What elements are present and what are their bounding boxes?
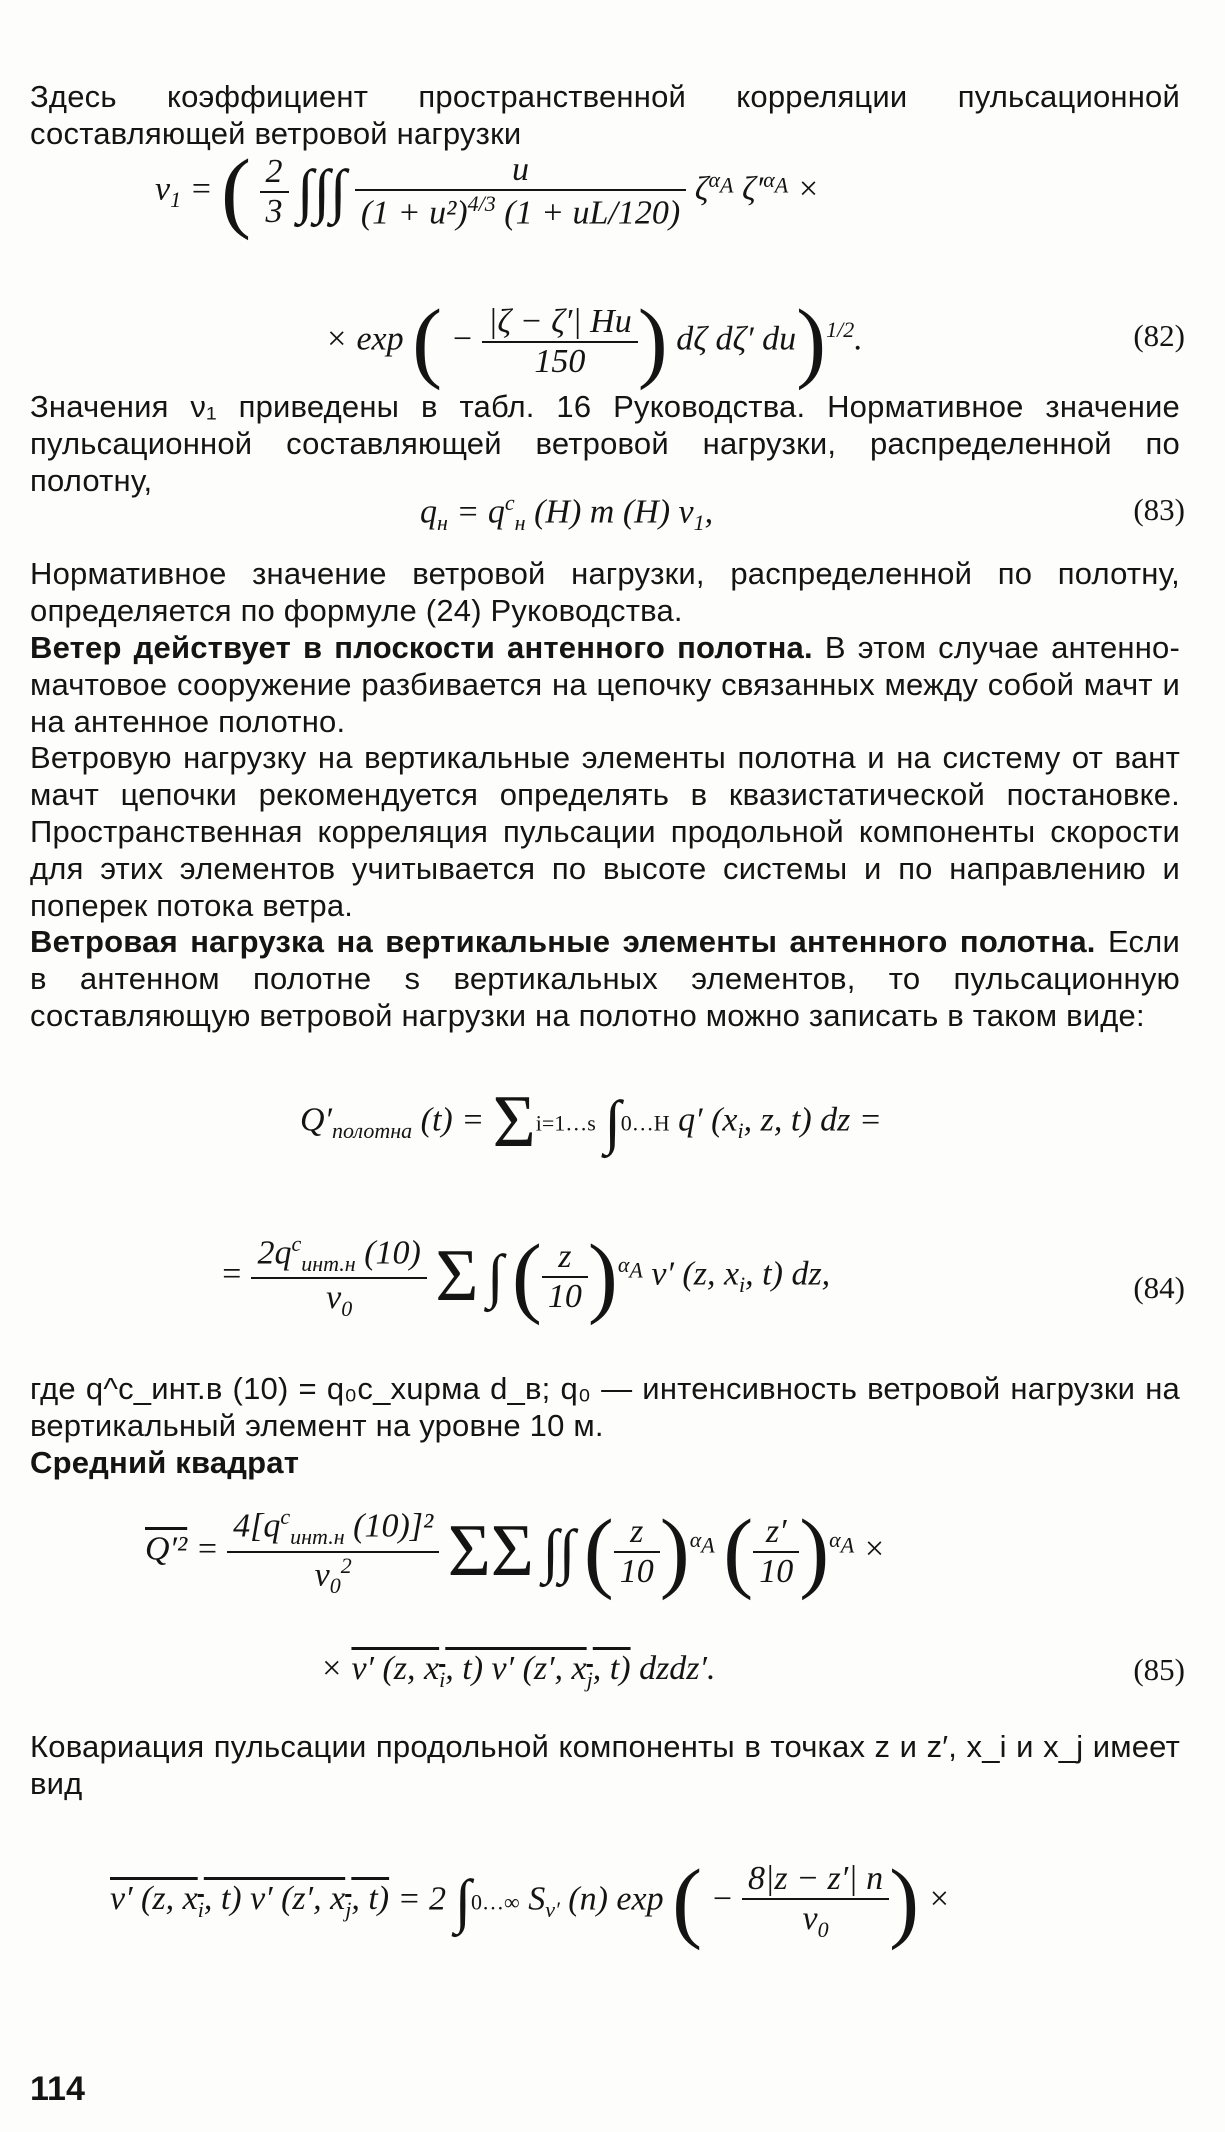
mean-square-heading: Средний квадрат bbox=[30, 1445, 300, 1480]
page-number: 114 bbox=[30, 2070, 85, 2108]
load-paragraph: Ветровую нагрузку на вертикальные элементы полотна и на систему от вант мачт цепочки рекомендуется определять в квазистатической постановке. Пространственная корреляция пульсации продольной компоненты скорости для этих элементов учитывается по высоте системы и по направлению и поперек потока ветра. bbox=[30, 740, 1180, 923]
equation-86-line1: v′ (z, $x_i$, t) v′ (z′, $x_j$, t) = 2 ∫0…∞ $S_{v'}$ (n) exp ( − $\frac{8|z - z'| n}{v_0}$ ) × bbox=[110, 1852, 951, 1951]
vertical-elements-heading: Ветровая нагрузка на вертикальные элементы антенного полотна. bbox=[30, 924, 1096, 959]
equation-84-number: (84) bbox=[1133, 1270, 1185, 1305]
vertical-elements-body: Если в антенном полотне s вертикальных элементов, то пульсационную составляющую ветровой нагрузки на полотно можно записать в таком виде: bbox=[30, 924, 1180, 1033]
where-paragraph: где q^c_инт.в (10) = q₀c_хuрма d_в; q₀ — интенсивность ветровой нагрузки на вертикальный элемент на уровне 10 м. bbox=[30, 1371, 1180, 1443]
wind-plane-heading: Ветер действует в плоскости антенного полотна. bbox=[30, 630, 813, 665]
equation-83: $q_н = q^c_н$ (H) m (H) $\nu_1$, bbox=[420, 490, 714, 536]
equation-82-line1: $\nu_1$ = ( $\frac{2}{3}$ ∫∫∫ $\frac{u}{(1 + u^2)^{4/3} (1 + uL/120)}$ $\zeta^{\alpha_A}$ $\zeta'^{\alpha_A}$ × bbox=[155, 142, 820, 241]
equation-85-number: (85) bbox=[1133, 1652, 1185, 1687]
equation-82-line2: × exp ( − $\frac{|\zeta - \zeta'| Hu}{150}$ ) dζ dζ′ du)$^{1/2}$. bbox=[325, 292, 863, 391]
intro-paragraph: Здесь коэффициент пространственной корреляции пульсационной составляющей ветровой нагрузки bbox=[30, 79, 1180, 151]
wind-plane-body: В этом случае антенно-мачтовое сооружение разбивается на цепочку связанных между собой мачт и на антенное полотно. bbox=[30, 630, 1180, 739]
equation-85-line1: Q′² = $\frac{4[q^c_{инт.н} (10)]^2}{v_0^2}$ ΣΣ ∫∫ ( $\frac{z}{10}$ )$^{\alpha_A}$ ( $\frac{z'}{10}$ )$^{\alpha_A}$ × bbox=[145, 1502, 886, 1601]
equation-83-number: (83) bbox=[1133, 492, 1185, 527]
equation-82-number: (82) bbox=[1133, 318, 1185, 353]
equation-84-line2: = $\frac{2q^c_{инт.н} (10)}{v_0}$ Σ ∫ ( $\frac{z}{10}$ )$^{\alpha_A}$ v′ (z, $x_i$, t) dz, bbox=[220, 1227, 831, 1326]
vertical-elements-paragraph bbox=[30, 923, 1180, 1034]
covariance-paragraph: Ковариация пульсации продольной компоненты в точках z и z′, x_i и x_j имеет вид bbox=[30, 1729, 1180, 1801]
normative-paragraph: Нормативное значение ветровой нагрузки, распределенной по полотну, определяется по формуле (24) Руководства. bbox=[30, 556, 1180, 628]
wind-plane-paragraph bbox=[30, 629, 1180, 740]
equation-85-line2: × v′ (z, $x_i$, t) v′ (z′, $x_j$, t) dzdz′. bbox=[320, 1650, 716, 1692]
values-paragraph: Значения ν₁ приведены в табл. 16 Руководства. Нормативное значение пульсационной составляющей ветровой нагрузки, распределенной по полотну, bbox=[30, 389, 1180, 498]
equation-84-line1: $Q'_{полотна}$ (t) = Σi=1…s ∫0…H q′ ($x_i$, z, t) dz = bbox=[300, 1081, 882, 1163]
